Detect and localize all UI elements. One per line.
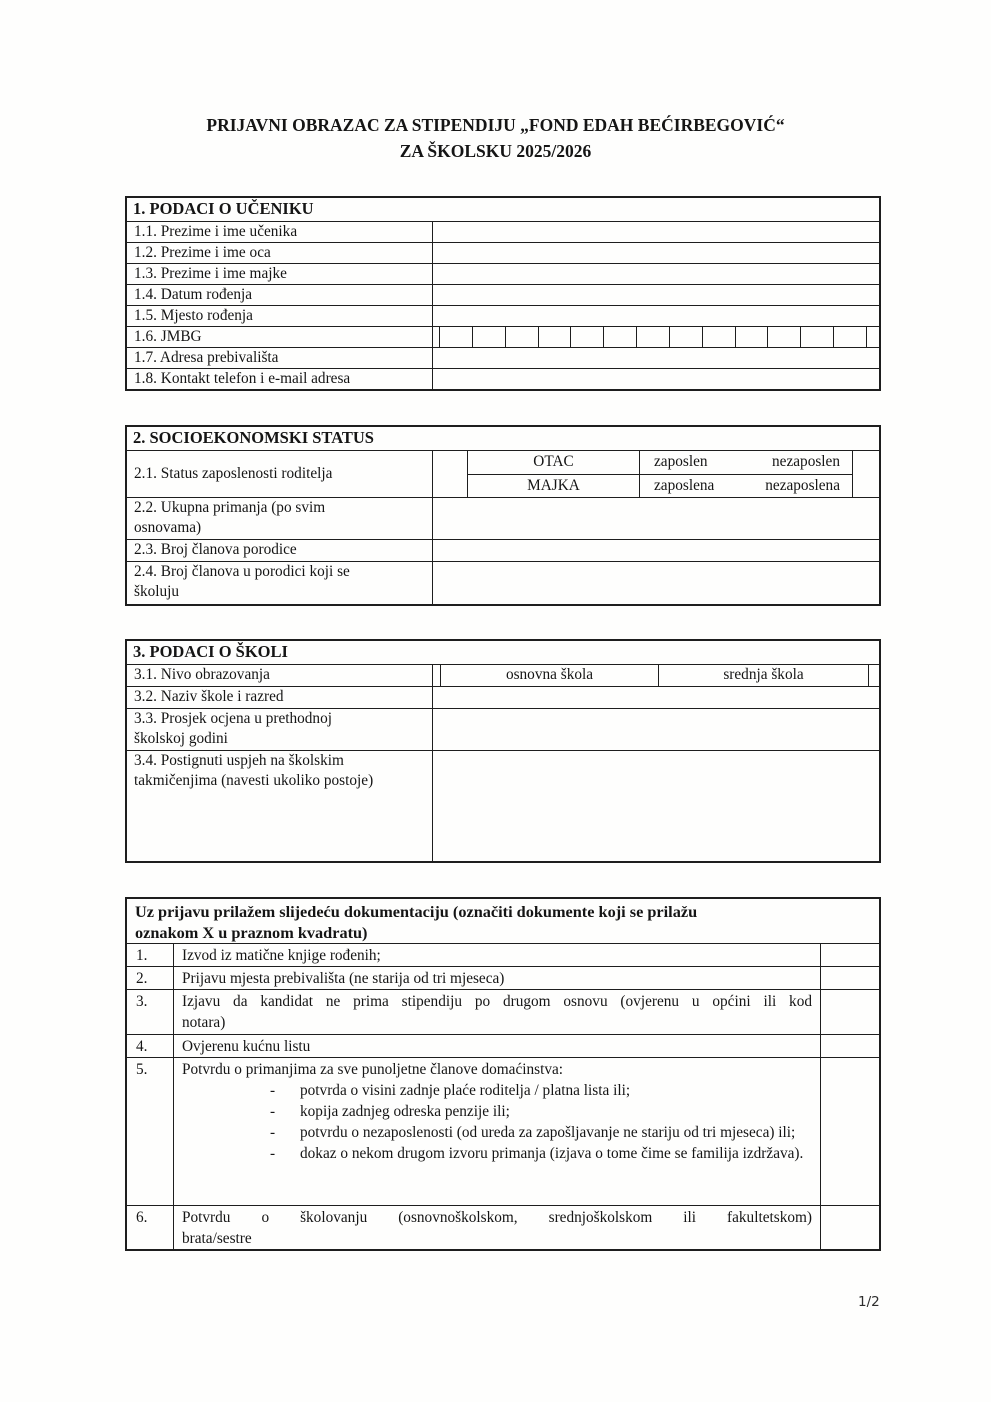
document-text: Prijavu mjesta prebivališta (ne starija od tri mjeseca) xyxy=(174,967,821,989)
documents-header xyxy=(127,899,879,943)
field-row xyxy=(127,221,879,242)
document-checkbox-cell[interactable] xyxy=(821,1206,879,1249)
bullet-text: potvrdu o nezaposlenosti (od ureda za zapošljavanje ne stariju od tri mjeseca) ili; xyxy=(300,1124,796,1141)
field-value-cell[interactable] xyxy=(433,369,879,389)
document-text-line1: Potvrdu o školovanju (osnovnoškolskom, srednjoškolskom ili fakultetskom) xyxy=(182,1209,812,1226)
jmbg-box[interactable] xyxy=(834,327,867,347)
page-number: 1/2 xyxy=(858,1294,880,1310)
field-row xyxy=(127,561,879,604)
bullet-text: kopija zadnjeg odreska penzije ili; xyxy=(300,1103,510,1120)
section1-header: 1. PODACI O UČENIKU xyxy=(133,199,314,218)
section2-header: 2. SOCIOEKONOMSKI STATUS xyxy=(133,428,374,447)
field-label: 1.8. Kontakt telefon i e-mail adresa xyxy=(127,369,433,389)
option-unemployed: nezaposlena xyxy=(765,476,840,494)
level-mark-cell[interactable] xyxy=(869,665,879,686)
jmbg-box[interactable] xyxy=(539,327,572,347)
field-value-cell[interactable] xyxy=(433,222,879,242)
document-checkbox-cell[interactable] xyxy=(821,990,879,1034)
father-label: OTAC xyxy=(468,451,640,474)
field-row-education-level xyxy=(127,664,879,686)
field-label: 2.1. Status zaposlenosti roditelja xyxy=(127,451,433,497)
option-unemployed: nezaposlen xyxy=(772,453,840,470)
document-bullet xyxy=(182,1122,812,1143)
field-row xyxy=(127,242,879,263)
document-text-intro: Potvrdu o primanjima za sve punoljetne članove domaćinstva: xyxy=(182,1061,564,1078)
field-label: 1.4. Datum rođenja xyxy=(127,285,433,305)
field-value-cell[interactable] xyxy=(433,498,879,539)
field-label: 1.6. JMBG xyxy=(127,327,433,347)
jmbg-box[interactable] xyxy=(571,327,604,347)
jmbg-box[interactable] xyxy=(637,327,670,347)
field-row xyxy=(127,368,879,389)
section-school-table xyxy=(125,639,881,863)
document-text-line2: brata/sestre xyxy=(182,1230,252,1247)
form-title xyxy=(0,112,991,164)
field-label: 3.2. Naziv škole i razred xyxy=(127,687,433,708)
document-bullet xyxy=(182,1080,812,1101)
education-level-cells xyxy=(433,665,879,686)
father-status-row xyxy=(468,451,852,474)
documents-header-line1: Uz prijavu prilažem slijedeću dokumentaciju (označiti dokumente koji se prilažu xyxy=(135,902,698,921)
document-checkbox-cell[interactable] xyxy=(821,1058,879,1205)
level-mark-cell[interactable] xyxy=(433,665,441,686)
form-title-line2: ZA ŠKOLSKU 2025/2026 xyxy=(399,141,592,161)
document-number: 5. xyxy=(127,1058,174,1205)
field-label: 1.1. Prezime i ime učenika xyxy=(127,222,433,242)
document-number: 4. xyxy=(127,1035,174,1057)
document-text xyxy=(174,990,821,1034)
jmbg-box[interactable] xyxy=(801,327,834,347)
field-row xyxy=(127,497,879,539)
document-bullet xyxy=(182,1143,812,1164)
field-row xyxy=(127,539,879,561)
field-row xyxy=(127,708,879,750)
document-checkbox-cell[interactable] xyxy=(821,1035,879,1057)
field-row xyxy=(127,263,879,284)
option-employed: zaposlen xyxy=(654,453,708,470)
bullet-text: dokaz o nekom drugom izvoru primanja (izjava o tome čime se familija izdržava). xyxy=(300,1145,804,1162)
field-value-cell[interactable] xyxy=(433,562,879,604)
status-mark-cell[interactable] xyxy=(852,451,879,497)
document-text xyxy=(174,1058,821,1205)
field-label: 1.2. Prezime i ime oca xyxy=(127,243,433,263)
field-label: 3.1. Nivo obrazovanja xyxy=(127,665,433,686)
section3-header: 3. PODACI O ŠKOLI xyxy=(133,642,288,661)
jmbg-box[interactable] xyxy=(440,327,473,347)
bullet-dash: - xyxy=(270,1145,276,1162)
jmbg-box[interactable] xyxy=(506,327,539,347)
parent-status-grid xyxy=(468,451,852,497)
field-value-cell[interactable] xyxy=(433,687,879,708)
jmbg-box[interactable] xyxy=(670,327,703,347)
father-options xyxy=(640,451,852,474)
section-documents-table xyxy=(125,897,881,1251)
field-row xyxy=(127,750,879,861)
field-value-cell[interactable] xyxy=(433,264,879,284)
document-text: Ovjerenu kućnu listu xyxy=(174,1035,821,1057)
status-mark-cell[interactable] xyxy=(433,451,468,497)
document-row xyxy=(127,989,879,1034)
field-value-cell[interactable] xyxy=(433,243,879,263)
field-label: 2.3. Broj članova porodice xyxy=(127,540,433,561)
field-value-cell[interactable] xyxy=(433,285,879,305)
jmbg-box[interactable] xyxy=(604,327,637,347)
field-label: 1.3. Prezime i ime majke xyxy=(127,264,433,284)
field-value-cell[interactable] xyxy=(433,751,879,861)
field-label: 3.3. Prosjek ocjena u prethodnoj školskoj godini xyxy=(127,709,433,750)
field-value-cell[interactable] xyxy=(433,306,879,326)
document-row xyxy=(127,1205,879,1249)
jmbg-box[interactable] xyxy=(473,327,506,347)
field-label: 2.4. Broj članova u porodici koji se školuju xyxy=(127,562,433,604)
field-label: 3.4. Postignuti uspjeh na školskim takmičenjima (navesti ukoliko postoje) xyxy=(127,751,433,861)
field-row-jmbg xyxy=(127,326,879,347)
field-value-cell[interactable] xyxy=(433,540,879,561)
document-number: 3. xyxy=(127,990,174,1034)
document-number: 2. xyxy=(127,967,174,989)
field-value-cell[interactable] xyxy=(433,348,879,368)
document-text: Izvod iz matične knjige rođenih; xyxy=(174,944,821,966)
jmbg-spacer xyxy=(867,327,879,347)
document-text xyxy=(174,1206,821,1249)
section-student-data-table xyxy=(125,196,881,391)
document-checkbox-cell[interactable] xyxy=(821,967,879,989)
field-row xyxy=(127,284,879,305)
mother-options xyxy=(640,475,852,498)
mother-status-row xyxy=(468,474,852,498)
document-checkbox-cell[interactable] xyxy=(821,944,879,966)
parent-status-subtable xyxy=(433,451,879,497)
document-row xyxy=(127,966,879,989)
education-level-secondary: srednja škola xyxy=(659,665,869,686)
bullet-dash: - xyxy=(270,1082,276,1099)
document-number: 1. xyxy=(127,944,174,966)
jmbg-box[interactable] xyxy=(703,327,736,347)
field-label: 1.7. Adresa prebivališta xyxy=(127,348,433,368)
field-row xyxy=(127,686,879,708)
documents-header-line2: oznakom X u praznom kvadratu) xyxy=(135,923,368,942)
document-row xyxy=(127,1057,879,1205)
bullet-text: potvrda o visini zadnje plaće roditelja / platna lista ili; xyxy=(300,1082,631,1099)
jmbg-boxes xyxy=(433,327,879,347)
form-title-line1: PRIJAVNI OBRAZAC ZA STIPENDIJU „FOND EDAH BEĆIRBEGOVIĆ“ xyxy=(206,115,785,135)
education-level-primary: osnovna škola xyxy=(441,665,659,686)
option-employed: zaposlena xyxy=(654,476,715,494)
document-row xyxy=(127,943,879,966)
field-row-parent-status xyxy=(127,450,879,497)
field-value-cell[interactable] xyxy=(433,709,879,750)
document-text-line2: notara) xyxy=(182,1014,226,1031)
jmbg-box[interactable] xyxy=(736,327,769,347)
jmbg-box[interactable] xyxy=(768,327,801,347)
field-label: 1.5. Mjesto rođenja xyxy=(127,306,433,326)
field-label: 2.2. Ukupna primanja (po svim osnovama) xyxy=(127,498,433,539)
field-row xyxy=(127,305,879,326)
document-row xyxy=(127,1034,879,1057)
document-number: 6. xyxy=(127,1206,174,1249)
document-bullet xyxy=(182,1101,812,1122)
jmbg-spacer xyxy=(433,327,440,347)
document-text-line1: Izjavu da kandidat ne prima stipendiju po drugom osnovu (ovjerenu u općini ili kod xyxy=(182,993,812,1010)
bullet-dash: - xyxy=(270,1103,276,1120)
bullet-dash: - xyxy=(270,1124,276,1141)
section-socioeconomic-table xyxy=(125,425,881,606)
mother-label: MAJKA xyxy=(468,475,640,498)
field-row xyxy=(127,347,879,368)
